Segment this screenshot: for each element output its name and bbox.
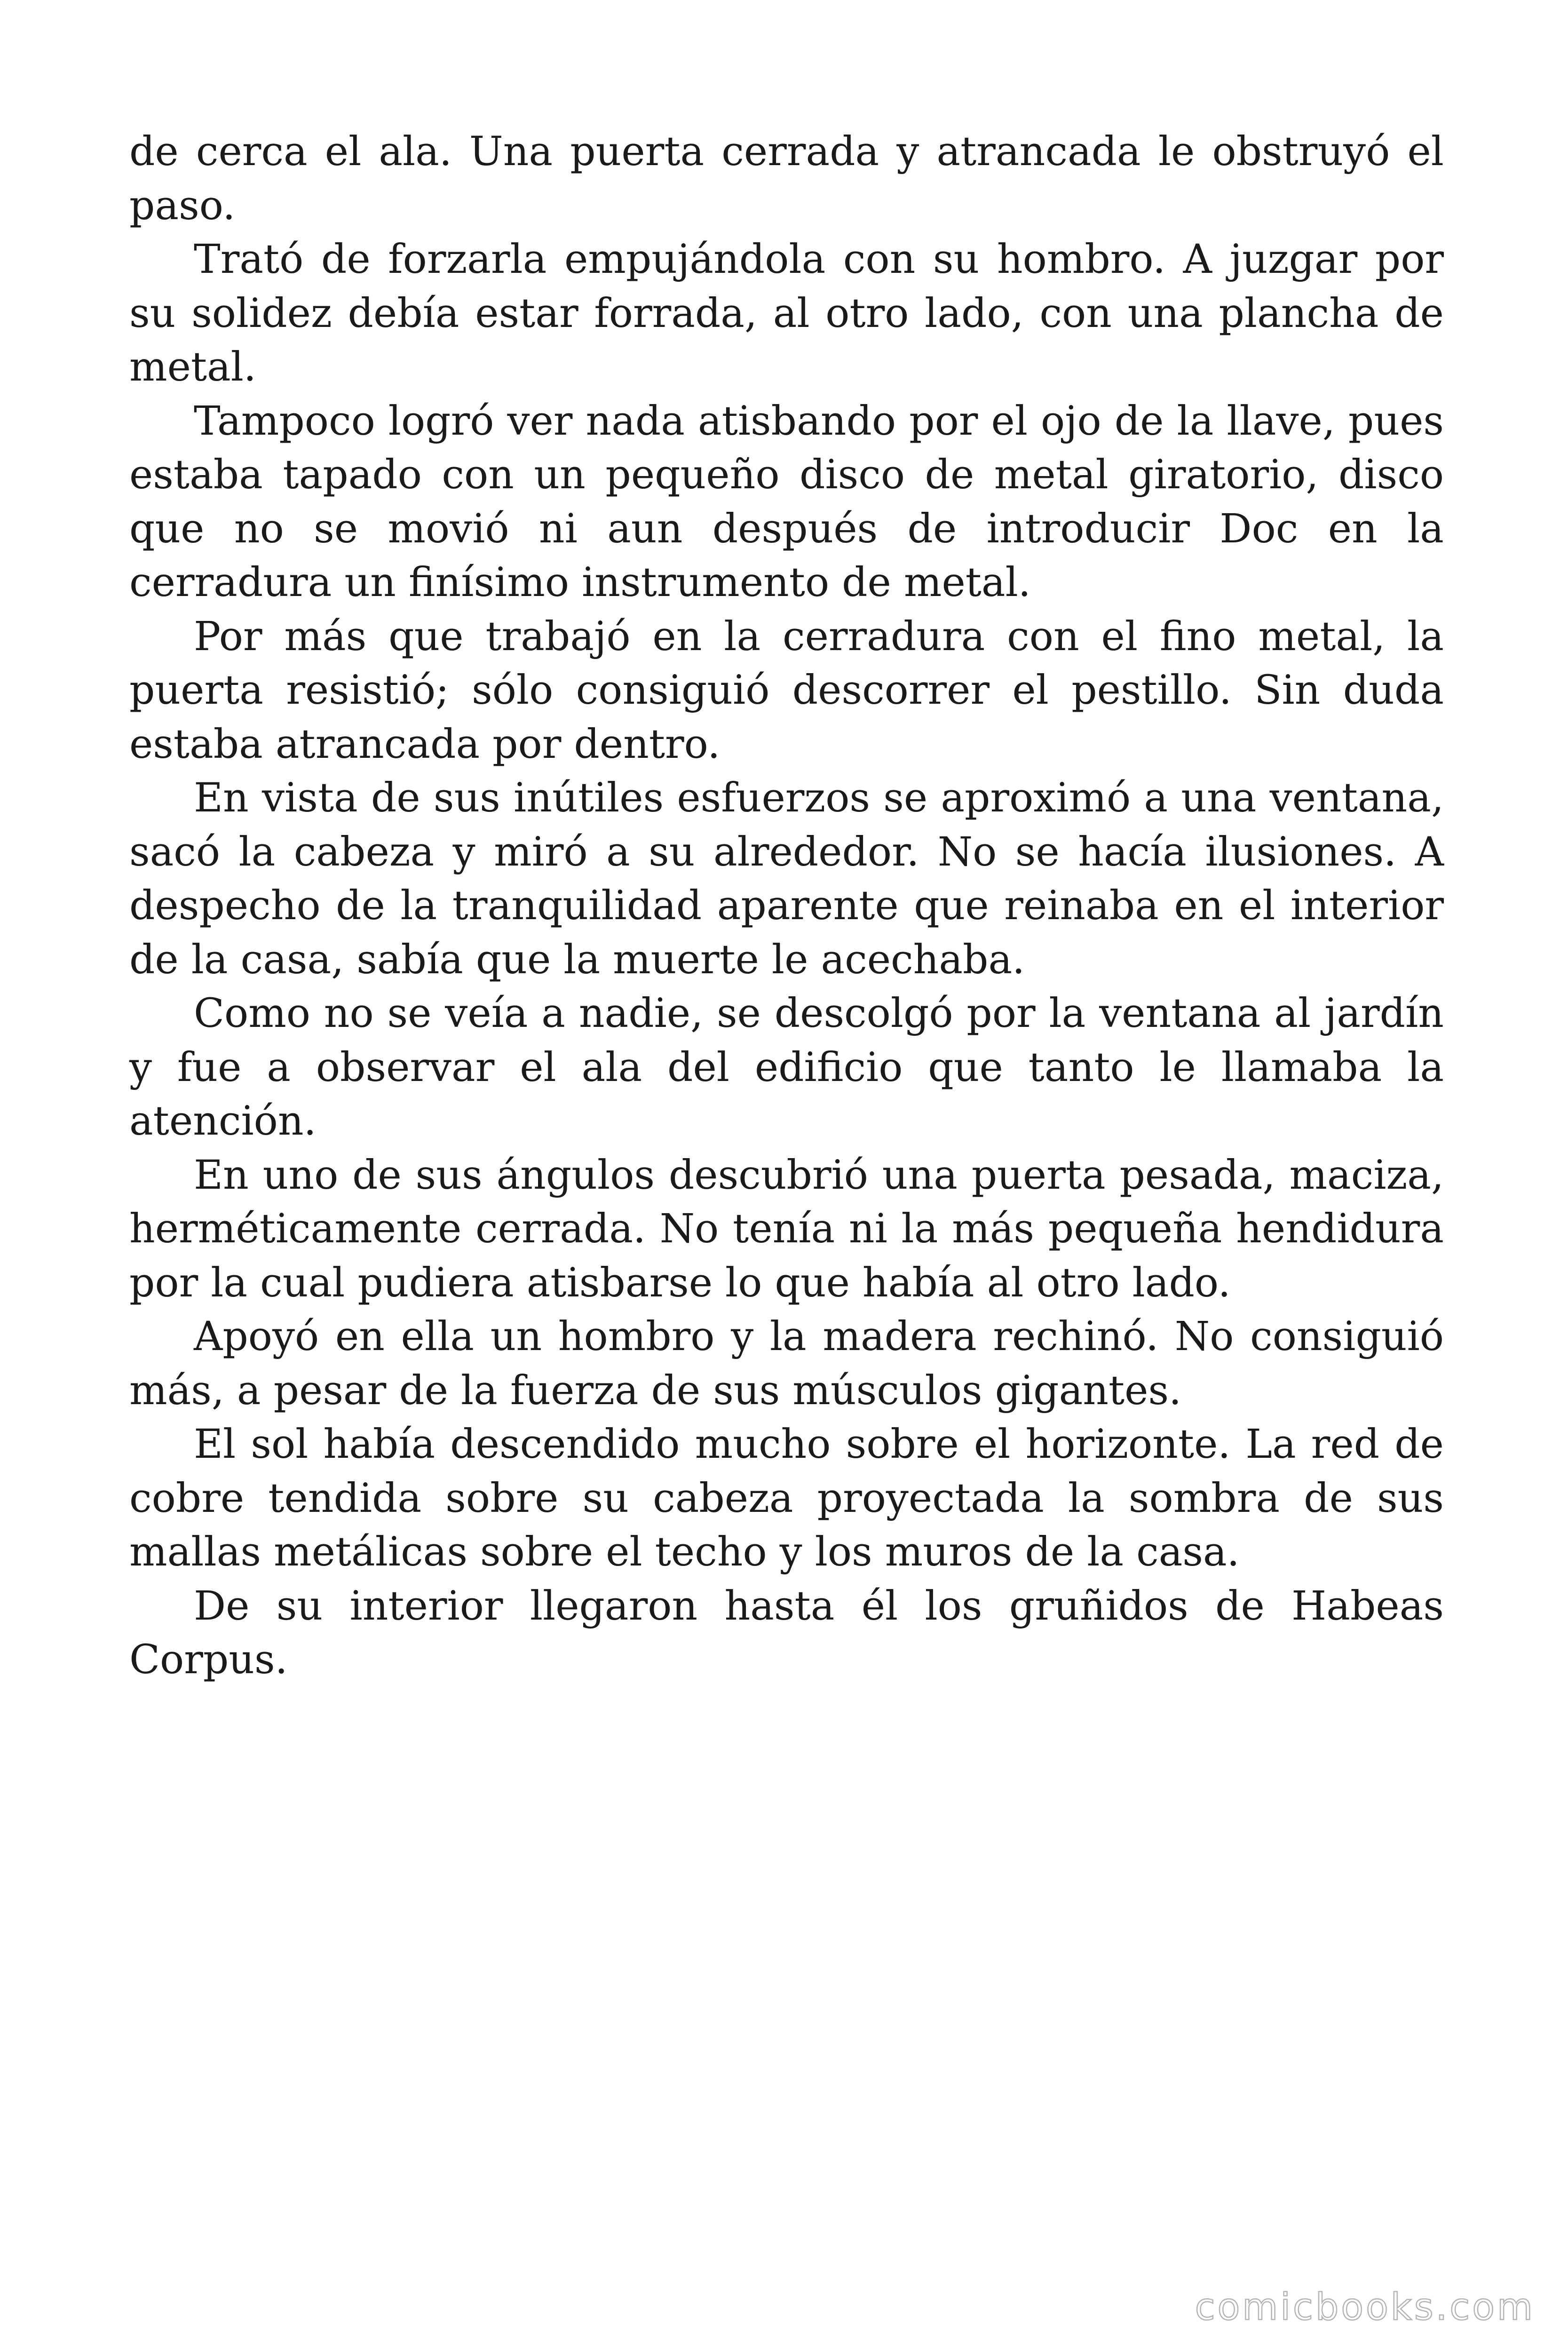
paragraph-2: Trató de forzarla empujándola con su hombro. A juzgar por su solidez debía estar forrada, al otro lado, con una plancha de metal.	[129, 236, 1444, 390]
paragraph-1: de cerca el ala. Una puerta cerrada y atrancada le obstruyó el paso.	[129, 128, 1444, 229]
paragraph-7: En uno de sus ángulos descubrió una puerta pesada, maciza, herméticamente cerrada. No tenía ni la más pequeña hendidura por la cual pudiera atisbarse lo que había al otro lado.	[129, 1152, 1444, 1306]
watermark: comicbooks.com	[1195, 2286, 1535, 2328]
paragraph-10: De su interior llegaron hasta él los gruñidos de Habeas Corpus.	[129, 1582, 1444, 1683]
paragraph-5: En vista de sus inútiles esfuerzos se aproximó a una ventana, sacó la cabeza y miró a su alrededor. No se hacía ilusiones. A despecho de la tranquilidad aparente que reinaba en el interior de la casa, sabía que la muerte le acechaba.	[129, 775, 1444, 983]
paragraph-4: Por más que trabajó en la cerradura con el fino metal, la puerta resistió; sólo consiguió descorrer el pestillo. Sin duda estaba atrancada por dentro.	[129, 613, 1444, 768]
paragraph-9: El sol había descendido mucho sobre el horizonte. La red de cobre tendida sobre su cabeza proyectada la sombra de sus mallas metálicas sobre el techo y los muros de la casa.	[129, 1421, 1444, 1575]
paragraph-3: Tampoco logró ver nada atisbando por el ojo de la llave, pues estaba tapado con un pequeño disco de metal giratorio, disco que no se movió ni aun después de introducir Doc en la cerradura un finísimo instrumento de metal.	[129, 397, 1444, 606]
paragraph-6: Como no se veía a nadie, se descolgó por la ventana al jardín y fue a observar el ala del edificio que tanto le llamaba la atención.	[129, 990, 1444, 1144]
paragraph-8: Apoyó en ella un hombro y la madera rechinó. No consiguió más, a pesar de la fuerza de sus músculos gigantes.	[129, 1313, 1444, 1414]
body-text	[129, 125, 1444, 1687]
